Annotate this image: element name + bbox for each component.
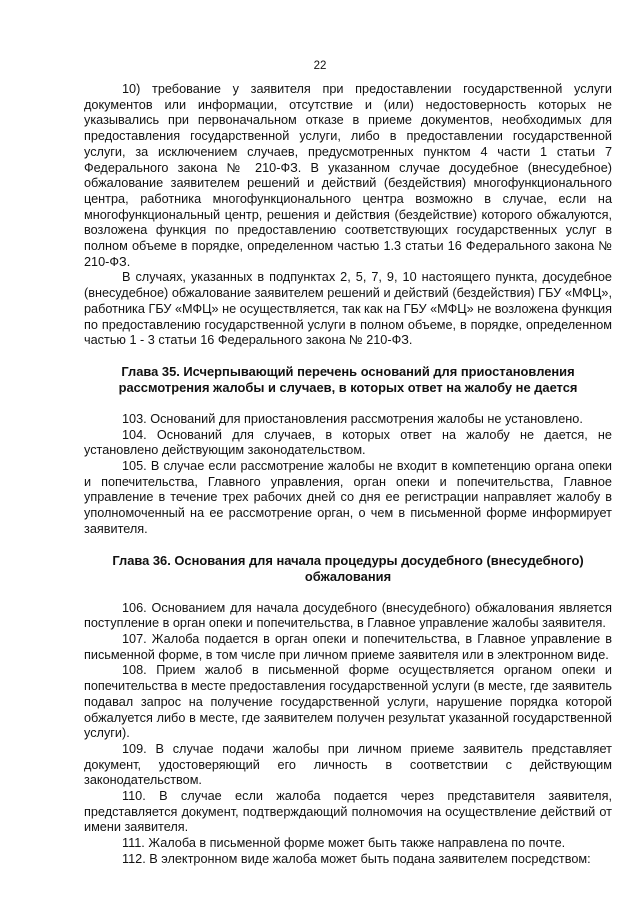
page-number: 22 — [313, 60, 327, 72]
chapter-36-heading: Глава 36. Основания для начала процедуры досудебного (внесудебного) обжалования — [112, 552, 584, 584]
paragraph-107: 107. Жалоба подается в орган опеки и попечительства, в Главное управление в письменной форме, в том числе при личном приеме заявителя или в электронном виде. — [84, 631, 612, 662]
paragraph-103: 103. Оснований для приостановления рассмотрения жалобы не установлено. — [122, 411, 583, 426]
paragraph-111: 111. Жалоба в письменной форме может быть также направлена по почте. — [122, 836, 566, 851]
paragraph-112: 112. В электронном виде жалоба может быть подана заявителем посредством: — [122, 851, 591, 866]
paragraph-110: 110. В случае если жалоба подается через представителя заявителя, представляется документ, подтверждающий полномочия на осуществление действий от имени заявителя. — [84, 789, 612, 835]
spacer — [84, 585, 612, 601]
paragraph-cases: В случаях, указанных в подпунктах 2, 5, 7, 9, 10 настоящего пункта, досудебное (внесудебное) обжалование заявителем решений и действий (бездействия) ГБУ «МФЦ», работника ГБУ «МФЦ» не осуществляется, так как на ГБУ «МФЦ» не возложена функция по предоставлению государственной услуги в полном объеме, в порядке, определенном частью 1 - 3 статьи 16 Федерального закона № 210-ФЗ. — [84, 270, 612, 348]
paragraph-106: 106. Основанием для начала досудебного (внесудебного) обжалования является поступление в орган опеки и попечительства, в Главное управление жалобы заявителя. — [84, 600, 612, 631]
spacer — [84, 349, 612, 364]
paragraph-104: 104. Оснований для случаев, в которых ответ на жалобу не дается, не установлено действующим законодательством. — [84, 427, 612, 458]
page-content — [84, 82, 612, 868]
paragraph-108: 108. Прием жалоб в письменной форме осуществляется органом опеки и попечительства в месте предоставления государственной услуги (в месте, где заявитель подавал запрос на получение государственной услуги, нарушение порядка которой обжалуется либо в месте, где заявителем получен результат указанной государственной услуги). — [84, 663, 612, 741]
spacer — [84, 538, 612, 553]
spacer — [84, 396, 612, 412]
paragraph-109: 109. В случае подачи жалобы при личном приеме заявитель представляет документ, удостоверяющий его личность в соответствии с действующим законодательством. — [84, 741, 612, 788]
chapter-35-heading: Глава 35. Исчерпывающий перечень оснований для приостановления рассмотрения жалобы и случаев, в которых ответ на жалобу не дается — [118, 363, 578, 395]
paragraph-item-10: 10) требование у заявителя при предоставлении государственной услуги документов или информации, отсутствие и (или) недостоверность которых не указывались при первоначальном отказе в приеме документов, необходимых для предоставления государственной услуги, либо в предоставлении государственной услуги, за исключением случаев, предусмотренных пунктом 4 части 1 статьи 7 Федерального закона № 210-ФЗ. В указанном случае досудебное (внесудебное) обжалование заявителем решений и действий (бездействия) многофункционального центра, работника многофункционального центра возможно в случае, если на многофункциональный центр, решения и действия (бездействие) которого обжалуются, возложена функция по предоставлению соответствующих государственных услуг в полном объеме в порядке, определенном частью 1.3 статьи 16 Федерального закона № 210-ФЗ. — [84, 82, 612, 269]
paragraph-105: 105. В случае если рассмотрение жалобы не входит в компетенцию органа опеки и попечительства, Главного управления, орган опеки и попечительства, Главное управление в течение трех рабочих дней со дня ее регистрации направляет жалобу в уполномоченный на ее рассмотрение орган, о чем в письменной форме информирует заявителя. — [84, 459, 612, 536]
